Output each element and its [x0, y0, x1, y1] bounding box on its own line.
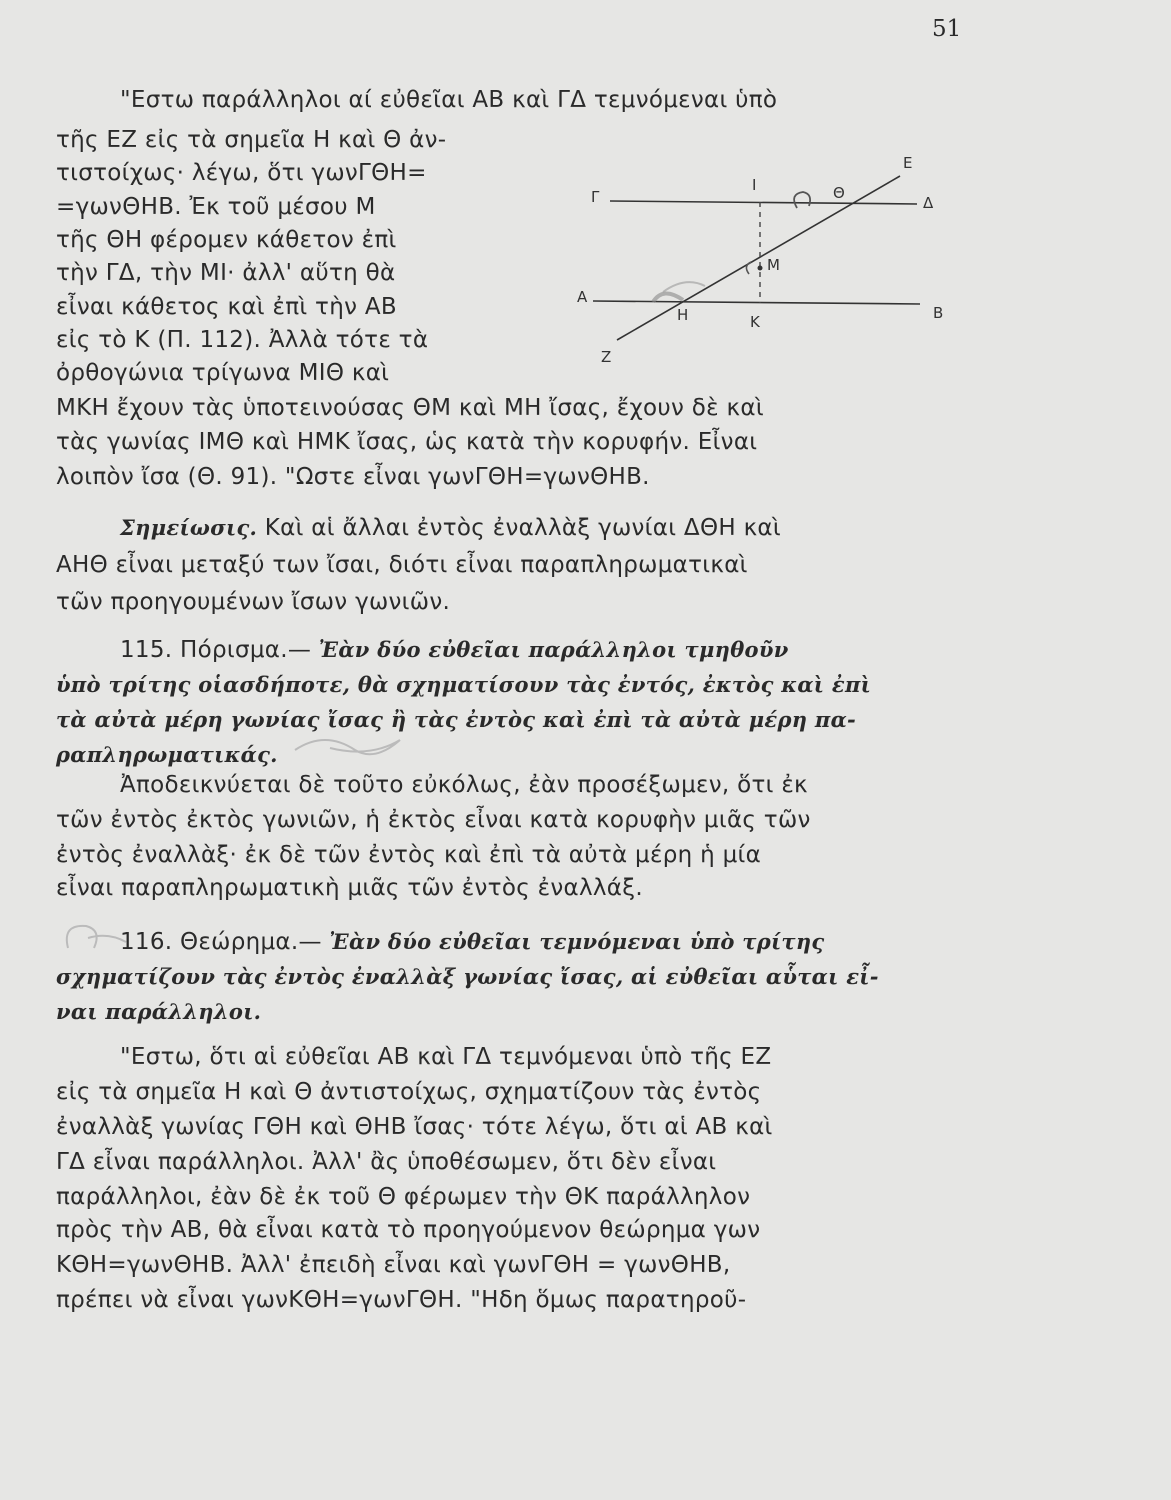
theorem-116-heading: 116. Θεώρημα.— Ἐὰν δύο εὐθεῖαι τεμνόμεναι ὑπὸ τρίτης	[120, 929, 825, 955]
pencil-scribble	[58, 918, 128, 963]
line-ab	[593, 301, 920, 304]
note-line: Σημείωσις. Καὶ αἱ ἄλλαι ἐντὸς ἐναλλὰξ γωνίαι ΔΘΗ καὶ	[120, 515, 781, 541]
angle-mark-theta	[794, 192, 810, 208]
point-m	[758, 266, 763, 271]
label-theta: Θ	[833, 184, 845, 202]
label-k: Κ	[750, 313, 760, 331]
proof-line: "Εστω, ὅτι αἱ εὐθεῖαι ΑΒ καὶ ΓΔ τεμνόμεναι ὑπὸ τῆς ΕΖ	[120, 1044, 772, 1070]
angle-mark-h-secondary	[663, 282, 705, 292]
proof-line: παράλληλοι, ἐὰν δὲ ἐκ τοῦ Θ φέρωμεν τὴν ΘΚ παράλληλον	[56, 1184, 751, 1210]
text-line: εἶναι κάθετος καὶ ἐπὶ τὴν ΑΒ	[56, 294, 397, 320]
corollary-statement-line: ὑπὸ τρίτης οἱασδήποτε, θὰ σχηματίσουν τὰς ἐντός, ἐκτὸς καὶ ἐπὶ	[56, 672, 872, 697]
text-line: ὀρθογώνια τρίγωνα ΜΙΘ καὶ	[56, 360, 390, 386]
corollary-statement-line: ραπληρωματικάς.	[56, 742, 278, 767]
text-line: ΜΚΗ ἔχουν τὰς ὑποτεινούσας ΘΜ καὶ ΜΗ ἴσας, ἔχουν δὲ καὶ	[56, 395, 764, 421]
label-i: Ι	[752, 176, 757, 194]
proof-line: εἶναι παραπληρωματικὴ μιᾶς τῶν ἐντὸς ἐναλλάξ.	[56, 875, 643, 901]
note-line: τῶν προηγουμένων ἴσων γωνιῶν.	[56, 589, 451, 615]
proof-line: πρέπει νὰ εἶναι γωνΚΘΗ=γωνΓΘΗ. "Ηδη ὅμως παρατηροῦ-	[56, 1287, 747, 1313]
text-line: =γωνΘΗΒ. Ἐκ τοῦ μέσου Μ	[56, 194, 376, 220]
line-gd	[610, 201, 917, 204]
proof-line: ἐντὸς ἐναλλὰξ· ἐκ δὲ τῶν ἐντὸς καὶ ἐπὶ τὰ αὐτὰ μέρη ἡ μία	[56, 842, 762, 868]
note-line: ΑΗΘ εἶναι μεταξύ των ἴσαι, διότι εἶναι παραπληρωματικαὶ	[56, 552, 748, 578]
corollary-115-heading: 115. Πόρισμα.— Ἐὰν δύο εὐθεῖαι παράλληλοι τμηθοῦν	[120, 637, 789, 663]
theorem-statement-line: σχηματίζουν τὰς ἐντὸς ἐναλλὰξ γωνίας ἴσας, αἱ εὐθεῖαι αὗται εἶ-	[56, 964, 879, 989]
label-g: Γ	[591, 188, 600, 206]
page-number: 51	[932, 16, 962, 42]
label-h: Η	[677, 306, 689, 324]
proof-line: Ἀποδεικνύεται δὲ τοῦτο εὐκόλως, ἐὰν προσέξωμεν, ὅτι ἐκ	[120, 772, 808, 798]
pencil-scribble	[290, 728, 410, 768]
label-b: Β	[933, 304, 944, 322]
label-z: Ζ	[601, 348, 612, 366]
label-a: Α	[577, 288, 588, 306]
text-line: εἰς τὸ Κ (Π. 112). Ἀλλὰ τότε τὰ	[56, 327, 429, 353]
text-line: τὴν ΓΔ, τὴν ΜΙ· ἀλλ' αὕτη θὰ	[56, 260, 396, 286]
text-line: τιστοίχως· λέγω, ὅτι γωνΓΘΗ=	[56, 160, 427, 186]
proof-line: ἐναλλὰξ γωνίας ΓΘΗ καὶ ΘΗΒ ἴσας· τότε λέγω, ὅτι αἱ ΑΒ καὶ	[56, 1114, 773, 1140]
text-line: τῆς ΕΖ εἰς τὰ σημεῖα Η καὶ Θ ἀν-	[56, 127, 447, 153]
proof-line: ΓΔ εἶναι παράλληλοι. Ἀλλ' ἂς ὑποθέσωμεν, ὅτι δὲν εἶναι	[56, 1149, 717, 1175]
parallel-lines-figure	[565, 150, 975, 375]
text-line: "Εστω παράλληλοι αί εὐθεῖαι ΑΒ καὶ ΓΔ τεμνόμεναι ὑπὸ	[120, 87, 778, 113]
label-e: Ε	[903, 154, 913, 172]
proof-line: εἰς τὰ σημεῖα Η καὶ Θ ἀντιστοίχως, σχηματίζουν τὰς ἐντὸς	[56, 1079, 762, 1105]
text-line: λοιπὸν ἴσα (Θ. 91). "Ωστε εἶναι γωνΓΘΗ=γωνΘΗΒ.	[56, 464, 650, 490]
note-label: Σημείωσις.	[120, 515, 258, 540]
proof-line: πρὸς τὴν ΑΒ, θὰ εἶναι κατὰ τὸ προηγούμενον θεώρημα γων	[56, 1217, 761, 1243]
theorem-statement-line: ναι παράλληλοι.	[56, 999, 262, 1024]
angle-mark-h	[653, 293, 683, 302]
label-m: Μ	[767, 256, 780, 274]
proof-line: ΚΘΗ=γωνΘΗΒ. Ἀλλ' ἐπειδὴ εἶναι καὶ γωνΓΘΗ = γωνΘΗΒ,	[56, 1252, 731, 1278]
proof-line: τῶν ἐντὸς ἐκτὸς γωνιῶν, ἡ ἐκτὸς εἶναι κατὰ κορυφὴν μιᾶς τῶν	[56, 807, 811, 833]
label-d: Δ	[923, 194, 934, 212]
text-line: τῆς ΘΗ φέρομεν κάθετον ἐπὶ	[56, 227, 397, 253]
text-line: τὰς γωνίας ΙΜΘ καὶ ΗΜΚ ἴσας, ὡς κατὰ τὴν κορυφήν. Εἶναι	[56, 429, 758, 455]
corollary-statement-line: τὰ αὐτὰ μέρη γωνίας ἴσας ἢ τὰς ἐντὸς καὶ ἐπὶ τὰ αὐτὰ μέρη πα-	[56, 707, 857, 732]
